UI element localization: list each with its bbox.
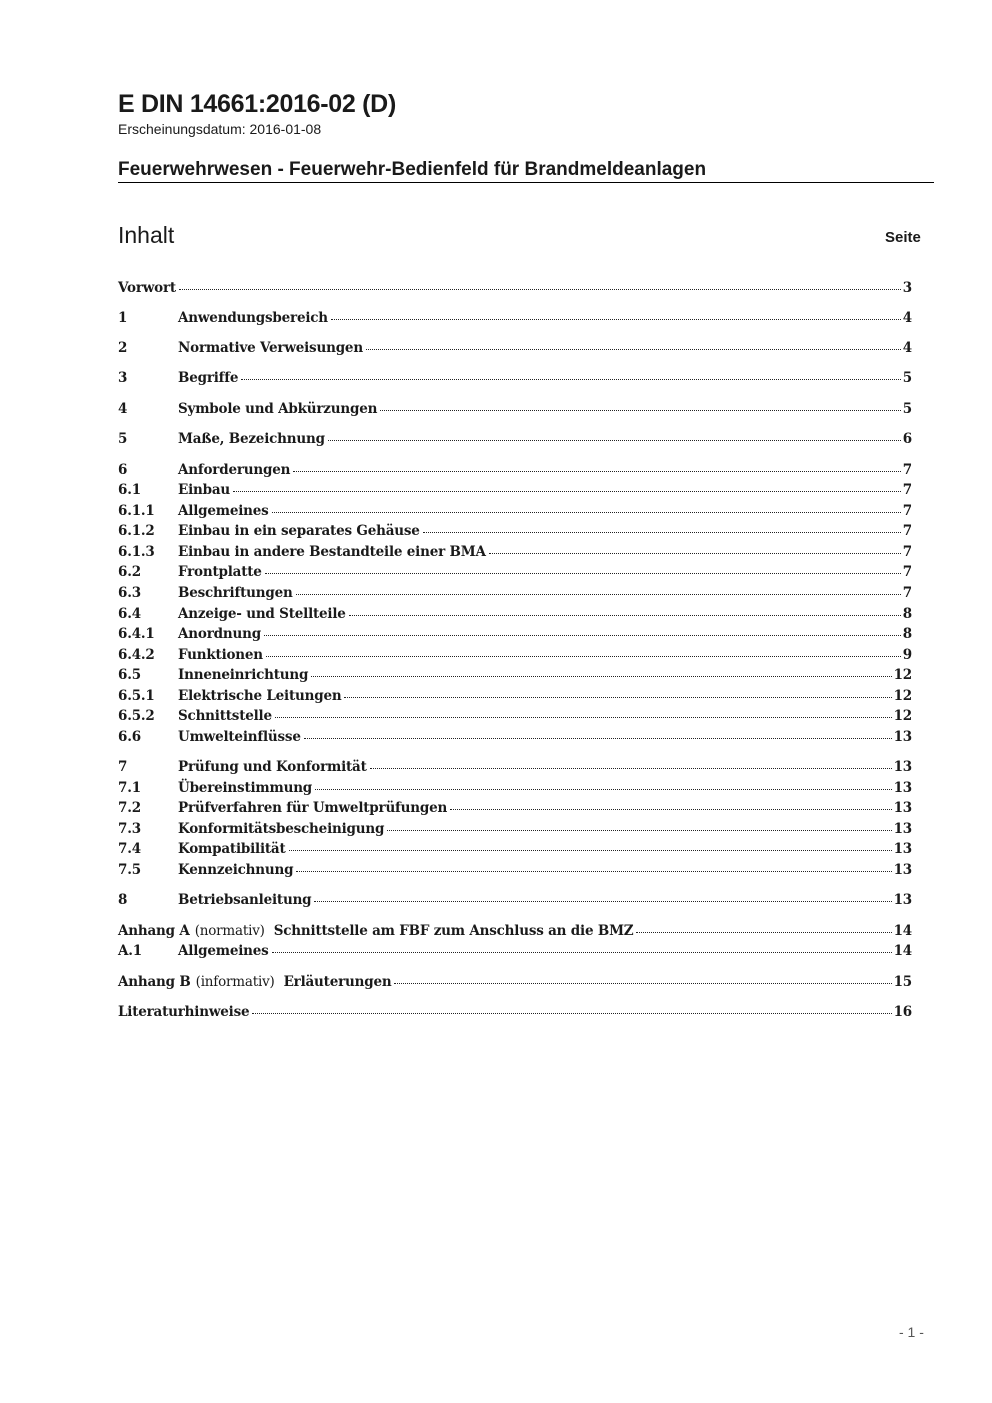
- toc-entry-number: 7.5: [118, 862, 141, 878]
- toc-entry[interactable]: [118, 647, 912, 667]
- leader-dots: [264, 635, 901, 636]
- toc-entry[interactable]: [118, 841, 912, 861]
- toc-entry-label: Literaturhinweise: [118, 1004, 250, 1020]
- toc-entry[interactable]: [118, 862, 912, 882]
- toc-entry[interactable]: [118, 310, 912, 330]
- toc-entry[interactable]: [118, 462, 912, 482]
- toc-entry-label: Maße, Bezeichnung: [178, 431, 325, 447]
- toc-entry[interactable]: [118, 523, 912, 543]
- title-rule: [118, 182, 934, 183]
- toc-entry[interactable]: [118, 544, 912, 564]
- toc-entry-number: 7.3: [118, 821, 141, 837]
- toc-entry-number: 8: [118, 892, 128, 908]
- toc-entry[interactable]: [118, 585, 912, 605]
- toc-entry-label: Erläuterungen: [283, 974, 392, 990]
- toc-entry-label: Allgemeines: [178, 943, 269, 959]
- toc-entry-label: Kennzeichnung: [178, 862, 294, 878]
- toc-entry-label: Anzeige- und Stellteile: [178, 606, 346, 622]
- toc-entry-label: Schnittstelle: [178, 708, 272, 724]
- toc-entry-label: Kompatibilität: [178, 841, 286, 857]
- toc-entry-page: 7: [902, 544, 912, 560]
- toc-entry-page: 13: [893, 780, 912, 796]
- toc-entry-annex-a[interactable]: [118, 923, 912, 943]
- toc-entry-page: 13: [893, 821, 912, 837]
- toc-entry-page: 7: [902, 523, 912, 539]
- leader-dots: [366, 349, 901, 350]
- toc-entry-number: 6.6: [118, 729, 141, 745]
- toc-entry-page: 4: [902, 340, 912, 356]
- toc-entry-number: 4: [118, 401, 128, 417]
- toc-entry-number: 7.2: [118, 800, 141, 816]
- leader-dots: [265, 573, 901, 574]
- toc-entry-number: 6.1.3: [118, 544, 155, 560]
- leader-dots: [349, 615, 901, 616]
- toc-entry[interactable]: [118, 503, 912, 523]
- toc-entry[interactable]: [118, 626, 912, 646]
- toc-entry-number: Anhang A: [118, 923, 190, 939]
- toc-entry-number: 7.1: [118, 780, 141, 796]
- toc-entry-number: 6.4: [118, 606, 141, 622]
- toc-entry-page: 12: [893, 708, 912, 724]
- toc-entry-label: Elektrische Leitungen: [178, 688, 342, 704]
- toc-entry-number: 7.4: [118, 841, 141, 857]
- toc-entry[interactable]: [118, 564, 912, 584]
- toc-entry-page: 7: [902, 564, 912, 580]
- toc-entry-label: Einbau in ein separates Gehäuse: [178, 523, 420, 539]
- toc-entry-page: 15: [893, 974, 912, 990]
- toc-entry-page: 14: [893, 923, 912, 939]
- leader-dots: [289, 850, 892, 851]
- leader-dots: [387, 830, 891, 831]
- toc-entry[interactable]: [118, 821, 912, 841]
- toc-entry-number: 6: [118, 462, 128, 478]
- leader-dots: [423, 532, 901, 533]
- toc-entry[interactable]: [118, 780, 912, 800]
- toc-entry-page: 16: [893, 1004, 912, 1020]
- toc-entry-page: 5: [902, 370, 912, 386]
- toc-entry-page: 6: [902, 431, 912, 447]
- toc-entry-page: 14: [893, 943, 912, 959]
- toc-entry[interactable]: [118, 401, 912, 421]
- toc-entry-page: 7: [902, 462, 912, 478]
- toc-entry[interactable]: [118, 370, 912, 390]
- leader-dots: [296, 594, 901, 595]
- toc-entry-number: 3: [118, 370, 128, 386]
- toc-entry-number: 2: [118, 340, 128, 356]
- toc-entry-page: 13: [893, 841, 912, 857]
- leader-dots: [266, 656, 901, 657]
- toc-page-label: Seite: [885, 229, 921, 246]
- toc-entry-page: 13: [893, 862, 912, 878]
- toc-entry-label: Begriffe: [178, 370, 239, 386]
- toc-entry[interactable]: [118, 482, 912, 502]
- leader-dots: [179, 289, 901, 290]
- toc-entry-annex-b[interactable]: [118, 974, 912, 994]
- toc-entry-label: Anforderungen: [178, 462, 291, 478]
- toc-entry-label: Umwelteinflüsse: [178, 729, 301, 745]
- toc-entry[interactable]: [118, 431, 912, 451]
- leader-dots: [293, 471, 901, 472]
- toc-entry-label: Inneneinrichtung: [178, 667, 309, 683]
- leader-dots: [344, 697, 891, 698]
- toc-entry-label: Übereinstimmung: [178, 780, 313, 796]
- toc-entry[interactable]: [118, 667, 912, 687]
- leader-dots: [233, 491, 901, 492]
- leader-dots: [489, 553, 901, 554]
- toc-entry-page: 13: [893, 729, 912, 745]
- toc-entry-number: 6.5.1: [118, 688, 155, 704]
- toc-entry-label: Prüfung und Konformität: [178, 759, 367, 775]
- toc-entry-label: Prüfverfahren für Umweltprüfungen: [178, 800, 448, 816]
- toc-entry-qualifier: (normativ): [194, 923, 265, 939]
- toc-entry-page: 12: [893, 688, 912, 704]
- leader-dots: [315, 789, 892, 790]
- toc-entry[interactable]: [118, 943, 912, 963]
- toc-entry-page: 8: [902, 626, 912, 642]
- leader-dots: [252, 1013, 891, 1014]
- leader-dots: [380, 410, 901, 411]
- leader-dots: [311, 676, 891, 677]
- toc-entry-number: 6.5.2: [118, 708, 155, 724]
- toc-entry-label: Einbau in andere Bestandteile einer BMA: [178, 544, 486, 560]
- toc-entry[interactable]: [118, 892, 912, 912]
- toc-entry-label: Normative Verweisungen: [178, 340, 363, 356]
- toc-entry[interactable]: [118, 708, 912, 728]
- toc-entry-number: 6.1: [118, 482, 141, 498]
- toc-entry-number: Anhang B: [118, 974, 191, 990]
- toc-heading: Inhalt: [118, 222, 175, 248]
- leader-dots: [296, 871, 891, 872]
- leader-dots: [272, 952, 892, 953]
- toc-entry[interactable]: [118, 729, 912, 749]
- toc-entry-number: 6.1.2: [118, 523, 155, 539]
- toc-entry-number: 6.2: [118, 564, 141, 580]
- toc-entry-page: 5: [902, 401, 912, 417]
- toc-entry-number: 7: [118, 759, 128, 775]
- toc-entry-label: Symbole und Abkürzungen: [178, 401, 378, 417]
- toc-entry-page: 8: [902, 606, 912, 622]
- leader-dots: [370, 768, 892, 769]
- toc-entry-number: 6.4.2: [118, 647, 155, 663]
- toc-entry[interactable]: [118, 800, 912, 820]
- leader-dots: [450, 809, 891, 810]
- toc-entry-page: 7: [902, 585, 912, 601]
- leader-dots: [331, 319, 901, 320]
- toc-entry-bibliography[interactable]: [118, 1004, 912, 1024]
- toc-entry[interactable]: [118, 688, 912, 708]
- toc-entry-label: Frontplatte: [178, 564, 262, 580]
- toc-entry-label: Konformitätsbescheinigung: [178, 821, 385, 837]
- toc-entry-label: Beschriftungen: [178, 585, 293, 601]
- publication-date: Erscheinungsdatum: 2016-01-08: [118, 121, 322, 137]
- toc-entry-page: 13: [893, 800, 912, 816]
- leader-dots: [636, 932, 891, 933]
- toc-entry-page: 7: [902, 503, 912, 519]
- document-subtitle: Feuerwehrwesen - Feuerwehr-Bedienfeld für Brandmeldeanlagen: [118, 159, 707, 180]
- toc-entry[interactable]: [118, 340, 912, 360]
- toc-entry-page: 13: [893, 759, 912, 775]
- toc-entry-page: 3: [902, 280, 912, 296]
- toc-entry-number: 6.3: [118, 585, 141, 601]
- toc-entry-label: Allgemeines: [178, 503, 269, 519]
- leader-dots: [328, 440, 901, 441]
- toc-entry-number: A.1: [118, 943, 142, 959]
- toc-entry-label: Vorwort: [118, 280, 176, 296]
- toc-entry-label: Schnittstelle am FBF zum Anschluss an die BMZ: [273, 923, 634, 939]
- leader-dots: [272, 512, 901, 513]
- page-number: - 1 -: [899, 1324, 924, 1340]
- toc-entry-label: Betriebsanleitung: [178, 892, 312, 908]
- toc-entry-vorwort[interactable]: [118, 280, 912, 300]
- toc-entry[interactable]: [118, 606, 912, 626]
- document-title: E DIN 14661:2016-02 (D): [118, 90, 396, 118]
- toc-entry-page: 12: [893, 667, 912, 683]
- toc-entry[interactable]: [118, 759, 912, 779]
- leader-dots: [394, 983, 891, 984]
- toc-entry-qualifier: (informativ): [195, 974, 275, 990]
- leader-dots: [275, 717, 892, 718]
- toc-entry-page: 4: [902, 310, 912, 326]
- leader-dots: [304, 738, 892, 739]
- toc-entry-page: 9: [902, 647, 912, 663]
- toc-entry-page: 7: [902, 482, 912, 498]
- leader-dots: [241, 379, 901, 380]
- toc-entry-number: 5: [118, 431, 128, 447]
- toc-entry-label: Anordnung: [178, 626, 261, 642]
- toc-entry-number: 6.1.1: [118, 503, 155, 519]
- toc-entry-number: 6.4.1: [118, 626, 155, 642]
- toc-entry-label: Funktionen: [178, 647, 263, 663]
- toc-entry-label: Anwendungsbereich: [178, 310, 328, 326]
- toc-entry-number: 1: [118, 310, 128, 326]
- toc-entry-page: 13: [893, 892, 912, 908]
- toc-entry-label: Einbau: [178, 482, 231, 498]
- leader-dots: [314, 901, 891, 902]
- toc-entry-number: 6.5: [118, 667, 141, 683]
